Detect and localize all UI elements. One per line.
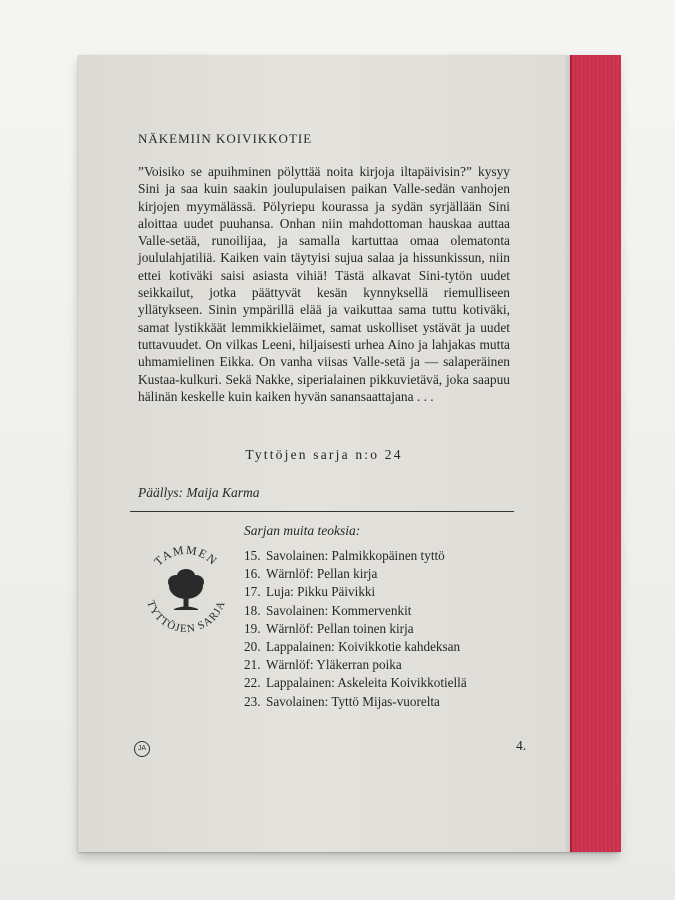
list-item: 23. Savolainen: Tyttö Mijas-vuorelta: [244, 693, 440, 709]
oak-tree-icon: [136, 540, 236, 640]
blurb-text: ”Voisiko se apuihminen pölyttää noita kirjoja iltapäivisin?” kysyy Sini ja saa kuin saakin joulupulaisen paikan Valle-sedän vanhojen kirjojen myymälässä. Pölyriepu kourassa ja sydän syrjällään Sini aloittaa uudet puuhansa. Onhan niin mahdottoman hauskaa auttaa Valle-setää, runoilijaa, ja samalla kartuttaa omaa olematonta joululahjatiliä. Kaiken vain täytyisi sujua salaa ja hissunkissun, niin ettei kotiväki saisi asiasta vihiä! Tästä alkavat Sini-tytön uudet seikkailut, jotka päättyvät kesän kynnyksellä riemulliseen yllätykseen. Sinin ympärillä elää ja vaikuttaa sama tuttu kotiväki, samat lystikkäät lemmikkieläimet, samat uskolliset ystävät ja uudet tuttavuudet. On vilkas Leeni, hiljaisesti urhea Aino ja lahjakas mutta uhmamielinen Eikka. On vanha viisas Valle-setä ja — salaperäinen Kustaa-kulkuri. Sekä Nakke, siperialainen pikkuvietävä, joka saapuu hälinän keskelle kuin kaiken hyvän sanansaattajana . . .: [138, 164, 510, 404]
list-item: 21. Wärnlöf: Yläkerran poika: [244, 657, 402, 673]
cover-panel: [78, 55, 570, 852]
red-spine: [570, 55, 621, 852]
list-item: 22. Lappalainen: Askeleita Koivikkotiellä: [244, 675, 467, 691]
list-item: 20. Lappalainen: Koivikkotie kahdeksan: [244, 639, 461, 655]
list-item: 19. Wärnlöf: Pellan toinen kirja: [244, 620, 414, 636]
series-number: Tyttöjen sarja n:o 24: [245, 447, 403, 462]
divider-rule: [130, 511, 514, 512]
list-item: 18. Savolainen: Kommervenkit: [244, 602, 412, 618]
cover-artist-credit: Päällys: Maija Karma: [138, 485, 260, 500]
book-back-cover: [78, 55, 619, 852]
logo-top-text: TAMMEN: [151, 542, 221, 569]
publisher-mark: JA: [134, 741, 150, 757]
book-title: NÄKEMIIN KOIVIKKOTIE: [138, 131, 313, 146]
list-item: 15. Savolainen: Palmikkopäinen tyttö: [244, 548, 445, 563]
list-item: 17. Luja: Pikku Päivikki: [244, 584, 376, 600]
other-works-heading: Sarjan muita teoksia:: [244, 523, 361, 538]
other-works-list: [244, 547, 534, 711]
page-number: 4.: [516, 738, 527, 753]
logo-bottom-text: TYTTÖJEN SARJA: [144, 598, 228, 636]
series-logo: [136, 540, 236, 640]
list-item: 16. Wärnlöf: Pellan kirja: [244, 566, 378, 582]
